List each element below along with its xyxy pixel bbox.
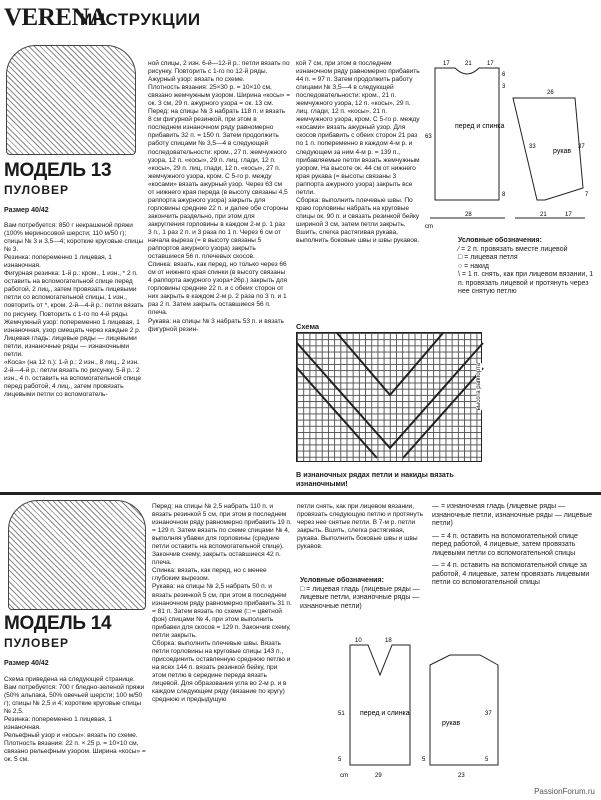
p13-sleeve-label: рукав (553, 148, 572, 155)
p14-bottom: 29 (375, 773, 382, 779)
legend-14 (300, 577, 426, 611)
p13-sleeve-left: 33 (529, 144, 536, 150)
p13-front-h: 8 (502, 192, 506, 198)
model-13-col3: кой 7 см, при этом в последнем изнаночном ряду равномерно прибавить 44 п. = 97 п. Затем продолжить работу спицами № 3,5—4 в следующей последовательности: кром., 21 п. жемчужного узора, 12 п. «косы», 29 п. лиц. глади, 12 п. «косы», 21 п. жемчужного узора, кром. С 5-го р. между «косами» вязать ажурный узор. Для скосов прибавить с обеих сторон 21 раз по 1 п. попеременно в каждом 4-м р. и следующем за ним 4-м р. = 139 п., прибавляемые петли вязать жемчужным узором. На высоте ок. 44 см от нижнего края рукава (= высоты связаны 3 раппорта ажурного узора) закрыть все петли. Сборка: выполнить плечевые швы. По краю горловины набрать на круговые спицы ок. 90 п. и связать резинкой бейку шириной 3 см, затем петли закрыть. Вшить, слегка растягивая рукава, выполнить боковые швы и швы рукавов. (296, 60, 420, 245)
p13-front-label: перед и спинка (455, 123, 505, 130)
p13-side-2: 3 (502, 84, 506, 90)
schema-side-label: высота раппорта (476, 363, 482, 411)
schema-note: В изнаночных рядах петли и накиды вязать изнаночными! (296, 470, 454, 488)
model-13-size: Размер 40/42 (4, 207, 49, 214)
p13-sleeve-b2: 17 (565, 212, 572, 218)
footer-watermark: PassionForum.ru (534, 787, 595, 796)
schema-title: Схема (296, 322, 320, 331)
model-14-title: МОДЕЛЬ 14 (4, 613, 112, 634)
model-13-title: МОДЕЛЬ 13 (4, 160, 112, 181)
p14-sleeve-3: 5 (422, 757, 426, 763)
legend-13-item: ○ = накид (458, 262, 490, 270)
model-14-col1: Схема приведена на следующей странице. Вам потребуется: 700 г бледно-зеленой пряжи (50% альпака, 50% овечьей шерсти; 100 м/50 г); спицы № 2,5 и 4; короткие круговые спицы № 2,5. Резинка: попеременно 1 лицевая, 1 изнаночная. Рельефный узор и «косы»: вязать по схеме. Плотность вязания: 22 п. × 25 р. = 10×10 см, связано рельефным узором. Ширина «косы» = ок. 5 см. (4, 676, 146, 764)
model-14-col3: петли снять, как при лицевом вязании, провязать следующую петлю и протянуть через нее снятые петли. В 7-м р. петли закрыть. Вшить, слегка растягивая, рукава. Выполнить боковые швы и швы рукавов. (297, 503, 425, 551)
p13-side-3: 6 (502, 72, 506, 78)
legend-13-item: □ = лицевая петля (458, 254, 518, 261)
p14-left-2: 5 (338, 757, 342, 763)
legend-13-item: ⁄ = 2 п. провязать вместе лицевой (458, 245, 568, 253)
p14-front-label: перед и слинка (360, 710, 410, 717)
page-title: ИНСТРУКЦИИ (80, 10, 201, 29)
p14-top-1: 10 (355, 638, 362, 644)
model-14-col2: Перед: на спицы № 2,5 набрать 110 п. и вязать резинкой 5 см, при этом в последнем изнаночном ряду равномерно прибавить 19 п. = 129 п. Затем вязать по схеме спицами № 4, выполняя убавки для горловины (средние петли оставить на вспомогательной спице). Закончив схему, закрыть оставшиеся 42 п. плеча. Спинка: вязать, как перед, но с менее глубоким вырезом. Рукава: на спицы № 2,5 набрать 50 п. и вязать резинкой 5 см, при этом в последнем изнаночном ряду равномерно прибавить 31 п. = 81 п. Затем вязать по схеме (□ = цветной фон) спицами № 4, при этом выполнить прибавки для скосов = 129 п. Закончив схему, петли закрыть. Сборка: выполнить плечевые швы. Вязать петли горловины на круговые спицы 143 п., присоединить оставленную среднюю петлю и на всех 144 п. вязать резинкой бейку, при этом петлю в середине переда вязать лицевой. Для образования угла во 2-м р. и в каждом следующем ряду (вязание по кругу) среднюю и предыдущую (152, 503, 292, 704)
legend-14-col4 (432, 503, 596, 588)
legend-13-title: Условные обозначения: (458, 237, 542, 244)
section-divider (0, 492, 601, 495)
model-13-col2: ной спицы, 2 изн. 6-й—12-й р.: петли вязать по рисунку. Повторить с 1-го по 12-й ряды. Ажурный узор: вязать по схеме. Плотность вязания: 25×30 р. = 10×10 см, связано жемчужным узором. Ширина «косы» = ок. 3 см, 29 п. ажурного узора = ок. 13 см. Перед: на спицы № 3 набрать 118 п. и вязать 8 см фигурной резинкой, при этом в последнем изнаночном ряду равномерно прибавить 32 п. = 150 п. Затем продолжить работу спицами № 3,5—4 в следующей последовательности: кром., 27 п. жемчужного узора, 12 п. «косы», 29 п. лиц. глади, 12 п. «косы», 29 п. лиц. глади, 12 п. «косы», 27 п. жемчужного узора, кром. С 5-го р. между «косами» вязать ажурный узор. Через 63 см от нижнего края переда (в высоту связаны 4,5 раппорта ажурного узора) закрыть для горловины средние 22 п. и далее обе стороны закончить раздельно, при этом для закругления горловины в каждом 2-м р. 1 раз 3 п., 1 раз 2 п. и 3 раза по 1 п. Через 6 см от начала выреза (= в высоту связаны 5 раппортов ажурного узора) закрыть оставшиеся 56 п. плечевых скосов. Спинка: вязать, как перед, но только через 66 см от нижнего края спинки (в высоту связаны 4 раппорта ажурного узора+26р.) закрыть для горловины средние 22 п. и с обеих сторон от них закрыть в каждом 2-м р. 2 раза по 3 п. и 1 раз 2 п. Затем закрыть оставшиеся 56 п. плеча. Рукава: на спицы № 3 набрать 53 п. и вязать фигурной резин- (148, 60, 290, 333)
knitting-chart (296, 332, 482, 462)
p13-sleeve-h: 7 (585, 192, 589, 198)
legend-14-item: □ = лицевая гладь (лицевые ряды — лицевые петли, изнаночные ряды — изнаночные петли) (300, 585, 420, 610)
model-13-col1: Вам потребуется: 850 г некрашеной пряжи (100% мериносовой шерсти; 110 м/50 г); спицы № 3 и 3,5—4; короткие круговые спицы № 3. Резинка: попеременно 1 лицевая, 1 изнаночная. Фигурная резинка: 1-й р.: кром., 1 изн., * 2 п. оставить на вспомогательной спице перед работой, 2 лиц., затем провязать лицевыми петли со вспомогательной спицы, 1 изн., повторить от *, кром. 2-й—4-й р.: петли вязать по рисунку. Повторить с 1-го по 4-й ряды. Жемчужный узор: попеременно 1 лицевая, 1 изнаночная, узор смещать через каждые 2 р. Лицевая гладь: лицевые ряды — лицевыми петли, изнаночные ряды — изнаночными петли. «Коса» (на 12 п.): 1-й р.: 2 изн., 8 лиц., 2 изн. 2-й—4-й р.: петли вязать по рисунку. 5-й р.: 2 изн., 4 п. оставить на вспомогательной спице перед работой, 4 лиц., затем провязать лицевыми петли со вспомогатель- (4, 222, 144, 398)
model-13-type: ПУЛОВЕР (4, 183, 70, 197)
legend-14-item: — = 4 п. оставить на вспомогательной спице перед работой, 4 лицевые, затем провязать лицевыми петли со вспомогательной спицы (432, 532, 578, 557)
sweater-14-photo (8, 500, 146, 610)
p13-top-1: 17 (443, 61, 450, 67)
legend-14-title: Условные обозначения: (300, 577, 384, 584)
p14-left-1: 51 (338, 711, 345, 717)
p13-sleeve-top: 26 (547, 90, 554, 96)
p13-sleeve-b1: 21 (540, 212, 547, 218)
p13-sleeve-right: 37 (578, 144, 585, 150)
p14-sleeve-label: рукав (442, 720, 461, 727)
knitting-chart-motif (297, 333, 483, 463)
sweater-13-photo (6, 45, 136, 155)
legend-14-item: — = изнаночная гладь (лицевые ряды — изнаночные петли, изнаночные ряды — лицевые петли) (432, 503, 593, 527)
pattern-diagram-13 (425, 58, 597, 233)
p14-cm: cm (340, 773, 348, 779)
legend-13-item: \ = 1 п. снять, как при лицевом вязании, 1 п. провязать лицевой и протянуть через нее снятую петлю (458, 271, 594, 295)
model-14-size: Размер 40/42 (4, 660, 49, 667)
p14-sleeve-bottom: 23 (458, 773, 465, 779)
p13-top-2: 21 (465, 61, 472, 67)
p13-top-3: 17 (487, 61, 494, 67)
p13-cm: cm (425, 224, 433, 230)
pattern-diagram-14 (330, 635, 500, 785)
p13-side-1: 63 (425, 134, 432, 140)
model-14-type: ПУЛОВЕР (4, 636, 70, 650)
legend-13 (458, 237, 596, 297)
p14-sleeve-1: 37 (485, 711, 492, 717)
p14-sleeve-2: 5 (485, 757, 489, 763)
p13-bottom: 28 (465, 212, 472, 218)
legend-14-item: — = 4 п. оставить на вспомогательной спице за работой, 4 лицевые, затем провязать лицевыми петли со вспомогательной спицы (432, 562, 590, 586)
p14-top-2: 18 (385, 638, 392, 644)
brand-logo: VERENA (4, 4, 107, 31)
